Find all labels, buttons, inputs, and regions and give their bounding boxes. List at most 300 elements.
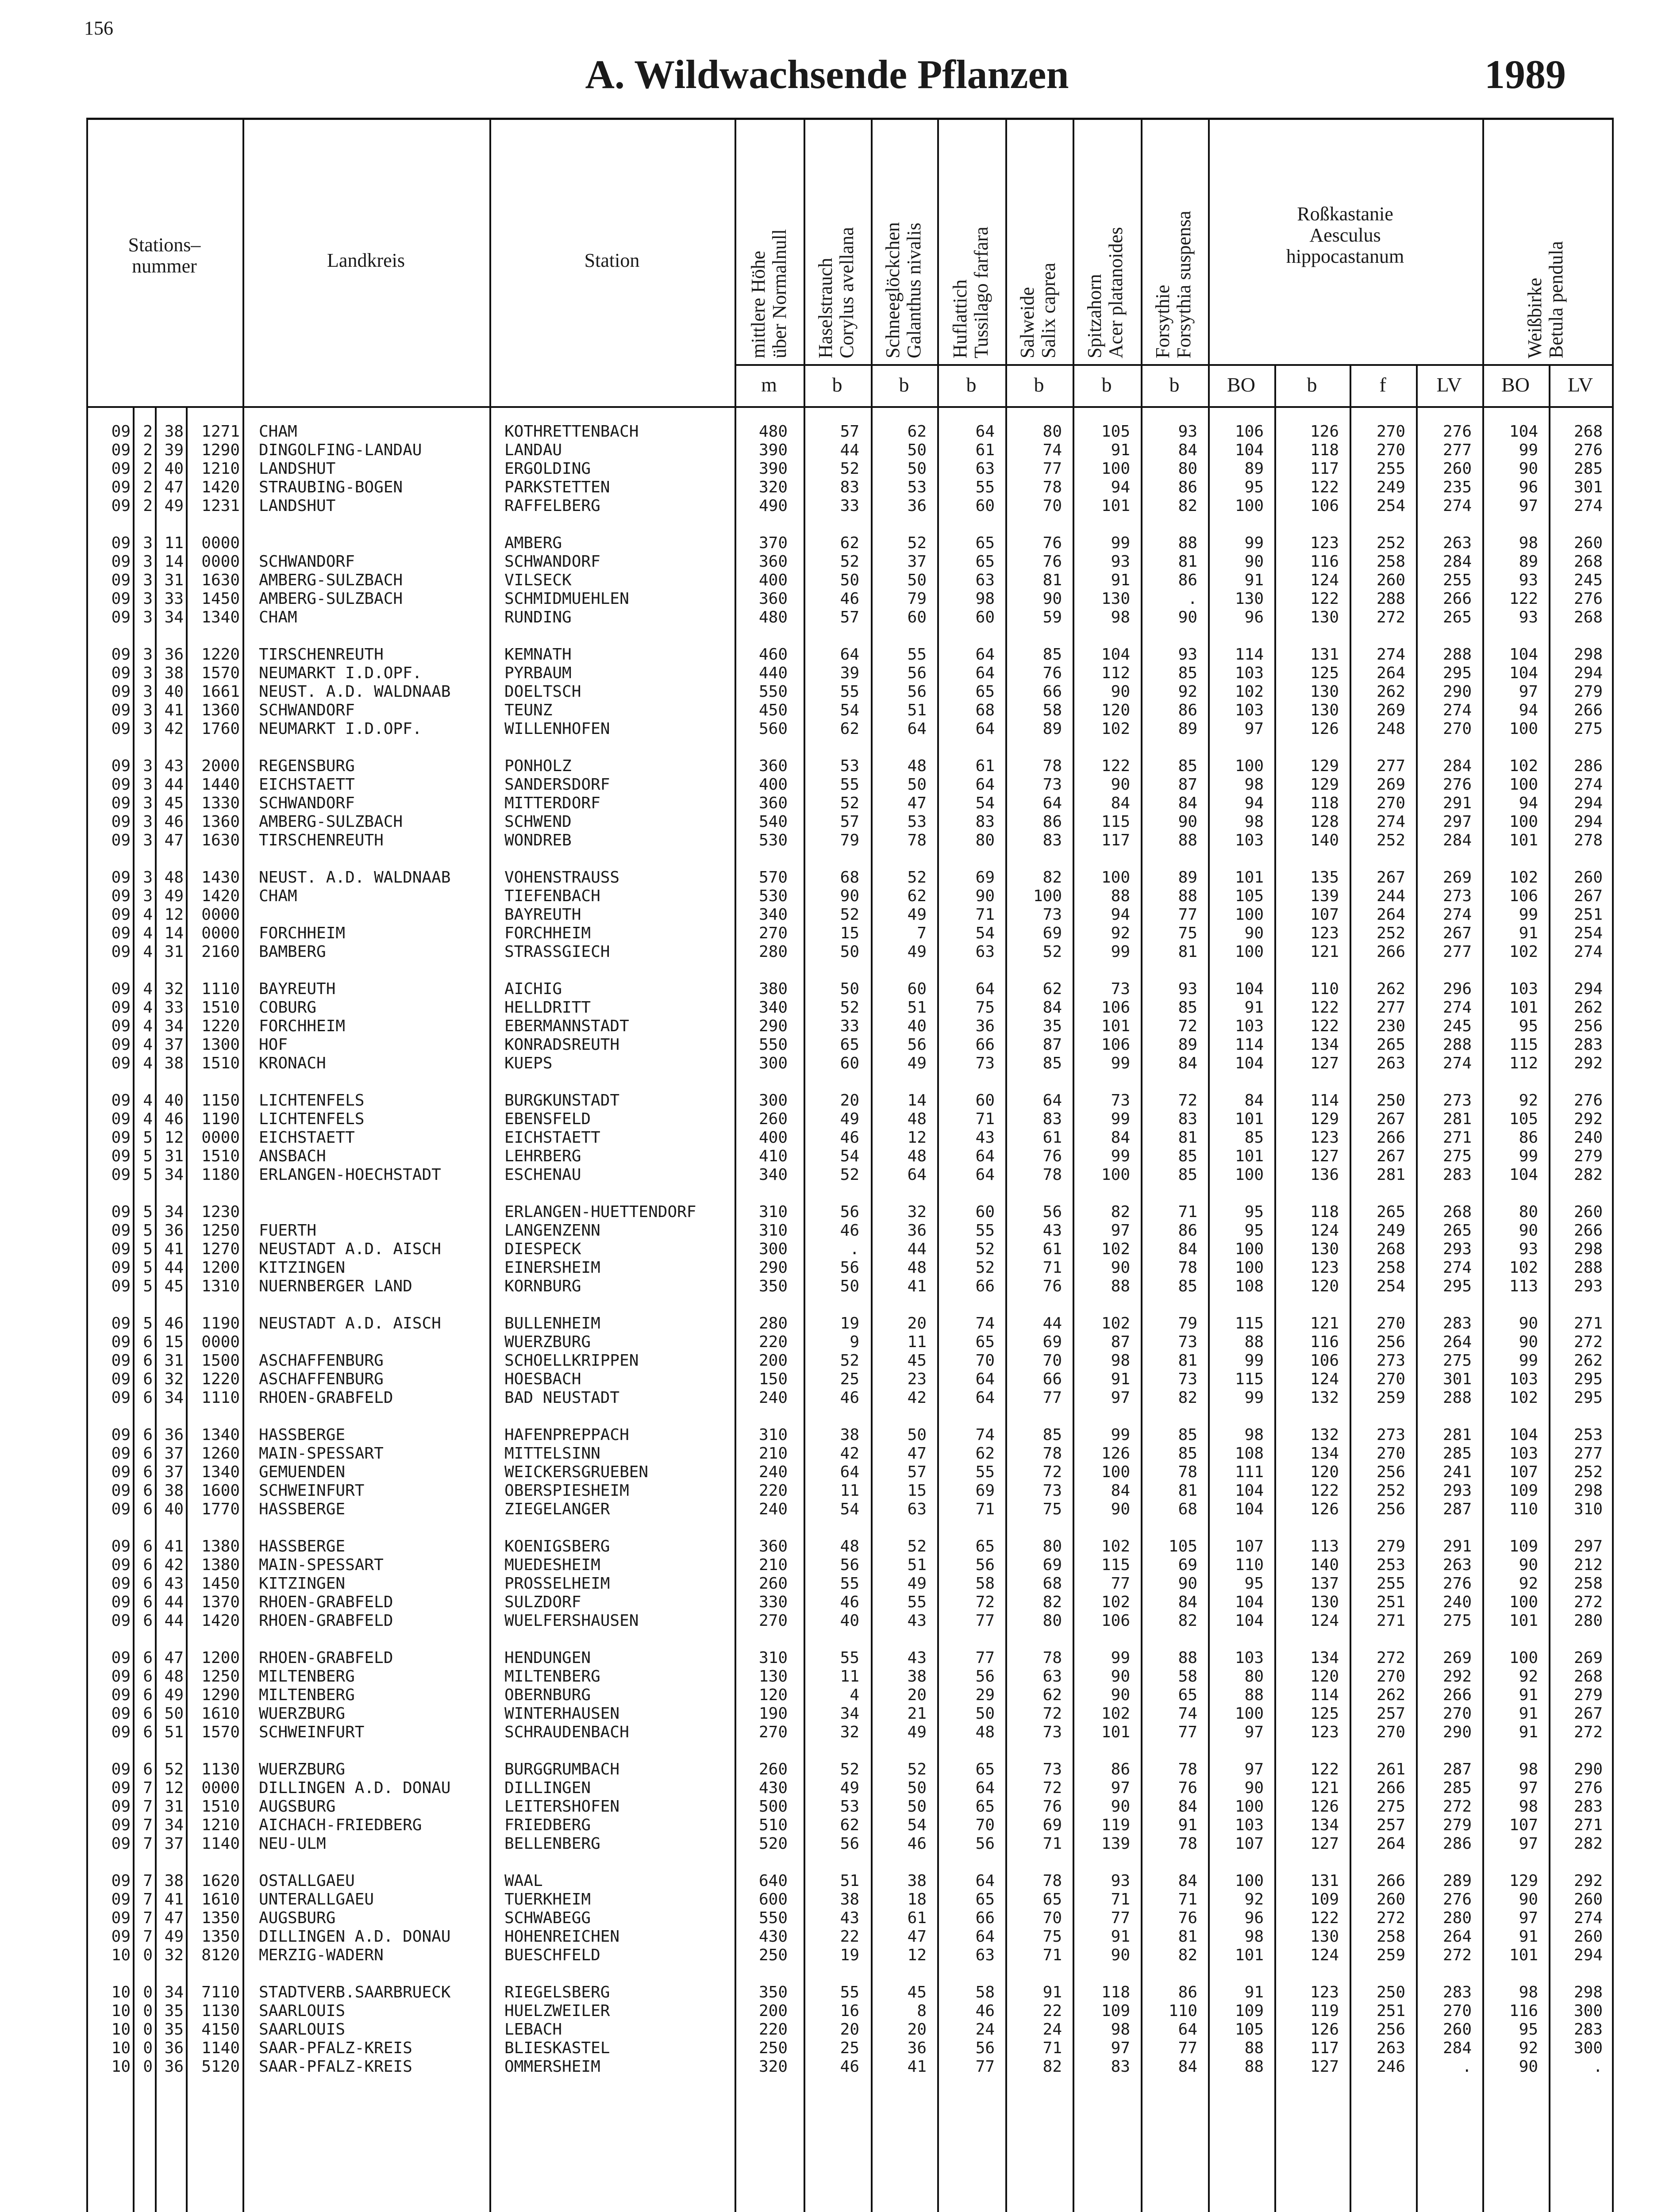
cell-weissbirke-lv: 286 xyxy=(1573,757,1603,775)
cell-bezirk: 5 xyxy=(143,1147,153,1165)
cell-rosskastanie-b: 127 xyxy=(1310,1147,1339,1165)
cell-land: 09 xyxy=(111,553,131,571)
cell-rosskastanie-lv: 235 xyxy=(1442,478,1472,496)
cell-rosskastanie-lv: 290 xyxy=(1442,1723,1472,1741)
cell-kreis: 35 xyxy=(164,2020,184,2039)
cell-hoehe: 540 xyxy=(758,813,788,831)
cell-huflattich: 68 xyxy=(975,701,995,719)
cell-forsythie: 81 xyxy=(1178,1352,1197,1370)
cell-rosskastanie-f: 267 xyxy=(1376,1110,1405,1128)
cell-rosskastanie-b: 140 xyxy=(1310,831,1339,849)
cell-haselstrauch: 60 xyxy=(840,1054,859,1072)
cell-hoehe: 390 xyxy=(758,441,788,459)
cell-landkreis: KRONACH xyxy=(259,1054,326,1072)
cell-hoehe: 200 xyxy=(758,1352,788,1370)
cell-kreis: 38 xyxy=(164,422,184,441)
cell-rosskastanie-b: 114 xyxy=(1310,1686,1339,1704)
table-row xyxy=(0,2002,1654,2020)
cell-spitzahorn: 82 xyxy=(1111,1203,1130,1221)
cell-haselstrauch: 40 xyxy=(840,1612,859,1630)
cell-rosskastanie-b: 123 xyxy=(1310,534,1339,552)
cell-salweide: 71 xyxy=(1042,2039,1062,2057)
table-row xyxy=(0,1259,1654,1277)
cell-spitzahorn: 109 xyxy=(1101,2002,1130,2020)
cell-schneegloeckchen: 12 xyxy=(907,1129,927,1147)
cell-rosskastanie-lv: 269 xyxy=(1442,1649,1472,1667)
cell-rosskastanie-bo: 103 xyxy=(1235,1649,1264,1667)
cell-rosskastanie-lv: 276 xyxy=(1442,776,1472,794)
cell-huflattich: 64 xyxy=(975,1370,995,1388)
cell-salweide: 64 xyxy=(1042,1091,1062,1110)
cell-rosskastanie-lv: 260 xyxy=(1442,460,1472,478)
cell-rosskastanie-f: 270 xyxy=(1376,1723,1405,1741)
cell-kreis: 41 xyxy=(164,1240,184,1258)
cell-forsythie: 88 xyxy=(1178,831,1197,849)
cell-station: BAYREUTH xyxy=(504,906,581,924)
cell-huflattich: 77 xyxy=(975,2058,995,2076)
cell-weissbirke-lv: 268 xyxy=(1573,608,1603,626)
cell-schneegloeckchen: 20 xyxy=(907,1686,927,1704)
table-row xyxy=(0,887,1654,906)
cell-forsythie: 89 xyxy=(1178,720,1197,738)
cell-kreis: 32 xyxy=(164,1370,184,1388)
cell-rosskastanie-f: 270 xyxy=(1376,441,1405,459)
cell-rosskastanie-b: 127 xyxy=(1310,1054,1339,1072)
cell-rosskastanie-b: 124 xyxy=(1310,1370,1339,1388)
cell-rosskastanie-bo: 101 xyxy=(1235,1110,1264,1128)
cell-kreis: 48 xyxy=(164,868,184,887)
cell-rosskastanie-lv: 274 xyxy=(1442,1259,1472,1277)
cell-hoehe: 280 xyxy=(758,943,788,961)
cell-rosskastanie-b: 123 xyxy=(1310,1723,1339,1741)
cell-rosskastanie-lv: 291 xyxy=(1442,794,1472,812)
cell-haselstrauch: 11 xyxy=(840,1667,859,1686)
cell-rosskastanie-bo: 95 xyxy=(1244,478,1264,496)
cell-weissbirke-bo: 102 xyxy=(1509,943,1538,961)
cell-weissbirke-bo: 104 xyxy=(1509,1426,1538,1444)
cell-hoehe: 360 xyxy=(758,1537,788,1555)
cell-weissbirke-lv: 292 xyxy=(1573,1872,1603,1890)
cell-weissbirke-lv: 277 xyxy=(1573,1444,1603,1463)
cell-bezirk: 4 xyxy=(143,980,153,998)
cell-weissbirke-lv: 260 xyxy=(1573,868,1603,887)
cell-station: OBERNBURG xyxy=(504,1686,591,1704)
table-row xyxy=(0,1723,1654,1742)
cell-rosskastanie-b: 124 xyxy=(1310,1612,1339,1630)
cell-spitzahorn: 87 xyxy=(1111,1333,1130,1351)
cell-landkreis: RHOEN-GRABFELD xyxy=(259,1649,393,1667)
cell-rosskastanie-f: 256 xyxy=(1376,1463,1405,1481)
cell-kreis: 36 xyxy=(164,1426,184,1444)
cell-huflattich: 75 xyxy=(975,998,995,1017)
cell-weissbirke-bo: 97 xyxy=(1519,1779,1538,1797)
cell-hoehe: 270 xyxy=(758,1723,788,1741)
cell-landkreis: SAAR-PFALZ-KREIS xyxy=(259,2039,412,2057)
cell-rosskastanie-f: 259 xyxy=(1376,1389,1405,1407)
cell-rosskastanie-b: 118 xyxy=(1310,441,1339,459)
cell-hoehe: 210 xyxy=(758,1444,788,1463)
cell-kreis: 49 xyxy=(164,1686,184,1704)
cell-land: 09 xyxy=(111,1835,131,1853)
cell-schneegloeckchen: 7 xyxy=(917,924,927,942)
cell-land: 09 xyxy=(111,998,131,1017)
cell-spitzahorn: 100 xyxy=(1101,1166,1130,1184)
cell-station: PONHOLZ xyxy=(504,757,572,775)
cell-salweide: 44 xyxy=(1042,1314,1062,1333)
cell-forsythie: 84 xyxy=(1178,1054,1197,1072)
cell-forsythie: 75 xyxy=(1178,924,1197,942)
cell-rosskastanie-lv: 274 xyxy=(1442,1054,1472,1072)
cell-rosskastanie-lv: 277 xyxy=(1442,441,1472,459)
cell-rosskastanie-f: 263 xyxy=(1376,1054,1405,1072)
cell-huflattich: 66 xyxy=(975,1036,995,1054)
cell-rosskastanie-b: 130 xyxy=(1310,1593,1339,1611)
cell-salweide: 61 xyxy=(1042,1240,1062,1258)
cell-salweide: 56 xyxy=(1042,1203,1062,1221)
cell-rosskastanie-f: 274 xyxy=(1376,645,1405,664)
cell-kreis: 31 xyxy=(164,1147,184,1165)
cell-schneegloeckchen: 51 xyxy=(907,1556,927,1574)
table-row xyxy=(0,645,1654,664)
cell-land: 09 xyxy=(111,645,131,664)
cell-bezirk: 7 xyxy=(143,1872,153,1890)
cell-land: 09 xyxy=(111,683,131,701)
cell-salweide: 80 xyxy=(1042,1612,1062,1630)
cell-landkreis: MAIN-SPESSART xyxy=(259,1556,384,1574)
cell-rosskastanie-f: 270 xyxy=(1376,794,1405,812)
cell-landkreis: KITZINGEN xyxy=(259,1259,346,1277)
cell-rosskastanie-lv: 274 xyxy=(1442,906,1472,924)
cell-rosskastanie-b: 120 xyxy=(1310,1277,1339,1295)
cell-kreis: 34 xyxy=(164,1017,184,1035)
row-group xyxy=(0,868,1654,961)
cell-schneegloeckchen: 52 xyxy=(907,1537,927,1555)
cell-hoehe: 550 xyxy=(758,683,788,701)
cell-weissbirke-bo: 93 xyxy=(1519,571,1538,589)
cell-rosskastanie-b: 126 xyxy=(1310,422,1339,441)
cell-land: 09 xyxy=(111,1463,131,1481)
cell-rosskastanie-b: 125 xyxy=(1310,1705,1339,1723)
cell-station: LEHRBERG xyxy=(504,1147,581,1165)
cell-spitzahorn: 139 xyxy=(1101,1835,1130,1853)
cell-bezirk: 6 xyxy=(143,1482,153,1500)
cell-weissbirke-bo: 102 xyxy=(1509,868,1538,887)
cell-spitzahorn: 100 xyxy=(1101,868,1130,887)
cell-weissbirke-bo: 100 xyxy=(1509,1649,1538,1667)
cell-rosskastanie-lv: 271 xyxy=(1442,1129,1472,1147)
cell-weissbirke-lv: 266 xyxy=(1573,1221,1603,1240)
cell-haselstrauch: 46 xyxy=(840,590,859,608)
cell-nummer: 1330 xyxy=(201,794,240,812)
cell-weissbirke-lv: 272 xyxy=(1573,1333,1603,1351)
cell-forsythie: 73 xyxy=(1178,1370,1197,1388)
cell-huflattich: 60 xyxy=(975,497,995,515)
cell-weissbirke-lv: . xyxy=(1593,2058,1603,2076)
cell-station: LANDAU xyxy=(504,441,562,459)
cell-hoehe: 320 xyxy=(758,2058,788,2076)
cell-haselstrauch: 46 xyxy=(840,1389,859,1407)
cell-forsythie: 93 xyxy=(1178,422,1197,441)
cell-weissbirke-bo: 110 xyxy=(1509,1500,1538,1518)
cell-nummer: 1210 xyxy=(201,460,240,478)
cell-rosskastanie-bo: 100 xyxy=(1235,1705,1264,1723)
cell-weissbirke-lv: 283 xyxy=(1573,1036,1603,1054)
cell-hoehe: 410 xyxy=(758,1147,788,1165)
cell-weissbirke-bo: 109 xyxy=(1509,1482,1538,1500)
cell-land: 09 xyxy=(111,497,131,515)
cell-bezirk: 3 xyxy=(143,831,153,849)
cell-rosskastanie-bo: 100 xyxy=(1235,906,1264,924)
cell-station: SCHWABEGG xyxy=(504,1909,591,1927)
cell-huflattich: 69 xyxy=(975,868,995,887)
cell-weissbirke-bo: 97 xyxy=(1519,497,1538,515)
cell-station: PROSSELHEIM xyxy=(504,1575,610,1593)
cell-kreis: 39 xyxy=(164,441,184,459)
cell-bezirk: 3 xyxy=(143,720,153,738)
cell-land: 09 xyxy=(111,1537,131,1555)
cell-kreis: 35 xyxy=(164,2002,184,2020)
header-landkreis: Landkreis xyxy=(327,250,405,271)
cell-huflattich: 58 xyxy=(975,1983,995,2001)
cell-rosskastanie-f: 277 xyxy=(1376,757,1405,775)
cell-haselstrauch: 20 xyxy=(840,2020,859,2039)
unit-rosskastanie-b: b xyxy=(1307,373,1317,396)
cell-rosskastanie-lv: 289 xyxy=(1442,1872,1472,1890)
cell-weissbirke-bo: 92 xyxy=(1519,1091,1538,1110)
cell-rosskastanie-bo: 90 xyxy=(1244,553,1264,571)
table-row xyxy=(0,1017,1654,1036)
cell-station: KUEPS xyxy=(504,1054,553,1072)
cell-land: 09 xyxy=(111,1352,131,1370)
cell-nummer: 1200 xyxy=(201,1649,240,1667)
cell-schneegloeckchen: 55 xyxy=(907,645,927,664)
cell-salweide: 69 xyxy=(1042,1816,1062,1834)
cell-weissbirke-lv: 245 xyxy=(1573,571,1603,589)
header-bottom-rule xyxy=(86,406,1613,408)
cell-landkreis: AUGSBURG xyxy=(259,1797,336,1816)
cell-land: 09 xyxy=(111,906,131,924)
table-row xyxy=(0,1203,1654,1221)
cell-bezirk: 2 xyxy=(143,441,153,459)
cell-bezirk: 7 xyxy=(143,1816,153,1834)
cell-forsythie: 85 xyxy=(1178,1426,1197,1444)
cell-schneegloeckchen: 14 xyxy=(907,1091,927,1110)
cell-hoehe: 570 xyxy=(758,868,788,887)
cell-rosskastanie-f: 272 xyxy=(1376,608,1405,626)
cell-schneegloeckchen: 47 xyxy=(907,1444,927,1463)
cell-spitzahorn: 105 xyxy=(1101,422,1130,441)
cell-kreis: 38 xyxy=(164,1054,184,1072)
cell-nummer: 1190 xyxy=(201,1110,240,1128)
cell-salweide: 66 xyxy=(1042,683,1062,701)
cell-salweide: 78 xyxy=(1042,478,1062,496)
cell-weissbirke-bo: 92 xyxy=(1519,2039,1538,2057)
cell-schneegloeckchen: 55 xyxy=(907,1593,927,1611)
cell-weissbirke-bo: 100 xyxy=(1509,1593,1538,1611)
table-row xyxy=(0,1463,1654,1482)
cell-land: 09 xyxy=(111,1500,131,1518)
cell-salweide: 81 xyxy=(1042,571,1062,589)
cell-weissbirke-bo: 90 xyxy=(1519,1890,1538,1909)
cell-bezirk: 3 xyxy=(143,571,153,589)
cell-station: ZIEGELANGER xyxy=(504,1500,610,1518)
cell-forsythie: 85 xyxy=(1178,1444,1197,1463)
cell-rosskastanie-lv: 283 xyxy=(1442,1983,1472,2001)
cell-rosskastanie-lv: 264 xyxy=(1442,1333,1472,1351)
cell-forsythie: 85 xyxy=(1178,664,1197,682)
cell-station: KEMNATH xyxy=(504,645,572,664)
cell-landkreis: HOF xyxy=(259,1036,288,1054)
cell-landkreis: RHOEN-GRABFELD xyxy=(259,1389,393,1407)
cell-rosskastanie-lv: 276 xyxy=(1442,422,1472,441)
cell-rosskastanie-lv: 281 xyxy=(1442,1426,1472,1444)
cell-haselstrauch: 56 xyxy=(840,1259,859,1277)
cell-huflattich: 52 xyxy=(975,1259,995,1277)
cell-forsythie: 82 xyxy=(1178,1612,1197,1630)
cell-haselstrauch: 16 xyxy=(840,2002,859,2020)
cell-rosskastanie-f: 271 xyxy=(1376,1612,1405,1630)
cell-haselstrauch: 56 xyxy=(840,1203,859,1221)
cell-salweide: 89 xyxy=(1042,720,1062,738)
cell-rosskastanie-lv: 301 xyxy=(1442,1370,1472,1388)
table-row xyxy=(0,571,1654,590)
cell-bezirk: 7 xyxy=(143,1909,153,1927)
cell-land: 09 xyxy=(111,1909,131,1927)
cell-nummer: 1310 xyxy=(201,1277,240,1295)
cell-station: FORCHHEIM xyxy=(504,924,591,942)
cell-landkreis: SCHWANDORF xyxy=(259,794,355,812)
cell-station: WAAL xyxy=(504,1872,543,1890)
cell-kreis: 34 xyxy=(164,1389,184,1407)
cell-landkreis: CHAM xyxy=(259,887,297,905)
cell-nummer: 1510 xyxy=(201,1054,240,1072)
cell-rosskastanie-f: 250 xyxy=(1376,1091,1405,1110)
cell-station: HAFENPREPPACH xyxy=(504,1426,629,1444)
cell-rosskastanie-bo: 97 xyxy=(1244,720,1264,738)
cell-rosskastanie-lv: 293 xyxy=(1442,1482,1472,1500)
cell-land: 09 xyxy=(111,571,131,589)
cell-huflattich: 60 xyxy=(975,608,995,626)
cell-spitzahorn: 84 xyxy=(1111,1129,1130,1147)
cell-kreis: 36 xyxy=(164,2039,184,2057)
cell-huflattich: 48 xyxy=(975,1723,995,1741)
cell-rosskastanie-lv: 292 xyxy=(1442,1667,1472,1686)
cell-schneegloeckchen: 54 xyxy=(907,1816,927,1834)
cell-spitzahorn: 90 xyxy=(1111,1686,1130,1704)
cell-weissbirke-bo: 103 xyxy=(1509,980,1538,998)
cell-weissbirke-bo: 93 xyxy=(1519,1240,1538,1258)
cell-forsythie: 91 xyxy=(1178,1816,1197,1834)
cell-haselstrauch: 49 xyxy=(840,1110,859,1128)
cell-rosskastanie-bo: 90 xyxy=(1244,1779,1264,1797)
cell-weissbirke-lv: 276 xyxy=(1573,1779,1603,1797)
cell-land: 09 xyxy=(111,1444,131,1463)
cell-huflattich: 65 xyxy=(975,1333,995,1351)
cell-forsythie: 88 xyxy=(1178,534,1197,552)
table-row xyxy=(0,441,1654,460)
cell-nummer: 1260 xyxy=(201,1444,240,1463)
cell-landkreis: MILTENBERG xyxy=(259,1667,355,1686)
cell-salweide: 63 xyxy=(1042,1667,1062,1686)
cell-huflattich: 56 xyxy=(975,1667,995,1686)
cell-bezirk: 4 xyxy=(143,1054,153,1072)
cell-spitzahorn: 120 xyxy=(1101,701,1130,719)
cell-haselstrauch: 57 xyxy=(840,608,859,626)
header-salweide: Salweide Salix caprea xyxy=(1016,262,1059,358)
cell-weissbirke-lv: 298 xyxy=(1573,1983,1603,2001)
cell-kreis: 12 xyxy=(164,1779,184,1797)
cell-rosskastanie-f: 275 xyxy=(1376,1797,1405,1816)
cell-rosskastanie-bo: 85 xyxy=(1244,1129,1264,1147)
cell-salweide: 69 xyxy=(1042,1556,1062,1574)
cell-haselstrauch: 4 xyxy=(850,1686,859,1704)
cell-weissbirke-lv: 256 xyxy=(1573,1017,1603,1035)
table-row xyxy=(0,1500,1654,1519)
cell-nummer: 1290 xyxy=(201,1686,240,1704)
cell-salweide: 64 xyxy=(1042,794,1062,812)
cell-kreis: 34 xyxy=(164,1816,184,1834)
cell-rosskastanie-f: 269 xyxy=(1376,701,1405,719)
cell-bezirk: 0 xyxy=(143,1946,153,1964)
table-row xyxy=(0,1036,1654,1054)
cell-nummer: 1440 xyxy=(201,776,240,794)
cell-haselstrauch: 62 xyxy=(840,1816,859,1834)
cell-schneegloeckchen: 62 xyxy=(907,887,927,905)
cell-rosskastanie-b: 122 xyxy=(1310,1482,1339,1500)
cell-nummer: 1300 xyxy=(201,1036,240,1054)
cell-weissbirke-lv: 292 xyxy=(1573,1110,1603,1128)
header-stationsnummer: Stations– nummer xyxy=(128,234,201,277)
cell-spitzahorn: 94 xyxy=(1111,478,1130,496)
cell-spitzahorn: 84 xyxy=(1111,794,1130,812)
cell-huflattich: 55 xyxy=(975,1463,995,1481)
cell-rosskastanie-bo: 91 xyxy=(1244,998,1264,1017)
cell-haselstrauch: 15 xyxy=(840,924,859,942)
cell-landkreis: TIRSCHENREUTH xyxy=(259,831,384,849)
row-group xyxy=(0,1537,1654,1630)
cell-rosskastanie-f: 254 xyxy=(1376,497,1405,515)
cell-station: SCHWANDORF xyxy=(504,553,600,571)
cell-spitzahorn: 94 xyxy=(1111,906,1130,924)
cell-land: 09 xyxy=(111,478,131,496)
cell-schneegloeckchen: 52 xyxy=(907,534,927,552)
cell-land: 09 xyxy=(111,1723,131,1741)
cell-nummer: 1360 xyxy=(201,813,240,831)
cell-weissbirke-bo: 107 xyxy=(1509,1463,1538,1481)
cell-weissbirke-lv: 260 xyxy=(1573,1890,1603,1909)
cell-rosskastanie-b: 122 xyxy=(1310,1760,1339,1778)
cell-forsythie: 81 xyxy=(1178,1928,1197,1946)
cell-haselstrauch: 52 xyxy=(840,794,859,812)
cell-hoehe: 300 xyxy=(758,1054,788,1072)
cell-salweide: 78 xyxy=(1042,1649,1062,1667)
cell-land: 09 xyxy=(111,1797,131,1816)
cell-rosskastanie-bo: 99 xyxy=(1244,1389,1264,1407)
cell-spitzahorn: 117 xyxy=(1101,831,1130,849)
cell-land: 09 xyxy=(111,1649,131,1667)
cell-huflattich: 58 xyxy=(975,1575,995,1593)
cell-land: 09 xyxy=(111,701,131,719)
cell-rosskastanie-f: 255 xyxy=(1376,1575,1405,1593)
cell-weissbirke-bo: 101 xyxy=(1509,998,1538,1017)
cell-nummer: 2160 xyxy=(201,943,240,961)
cell-schneegloeckchen: 60 xyxy=(907,608,927,626)
cell-salweide: 69 xyxy=(1042,1333,1062,1351)
cell-weissbirke-lv: 298 xyxy=(1573,1240,1603,1258)
cell-weissbirke-bo: 98 xyxy=(1519,1983,1538,2001)
unit-weissbirke-bo: BO xyxy=(1501,373,1530,396)
cell-land: 09 xyxy=(111,1091,131,1110)
